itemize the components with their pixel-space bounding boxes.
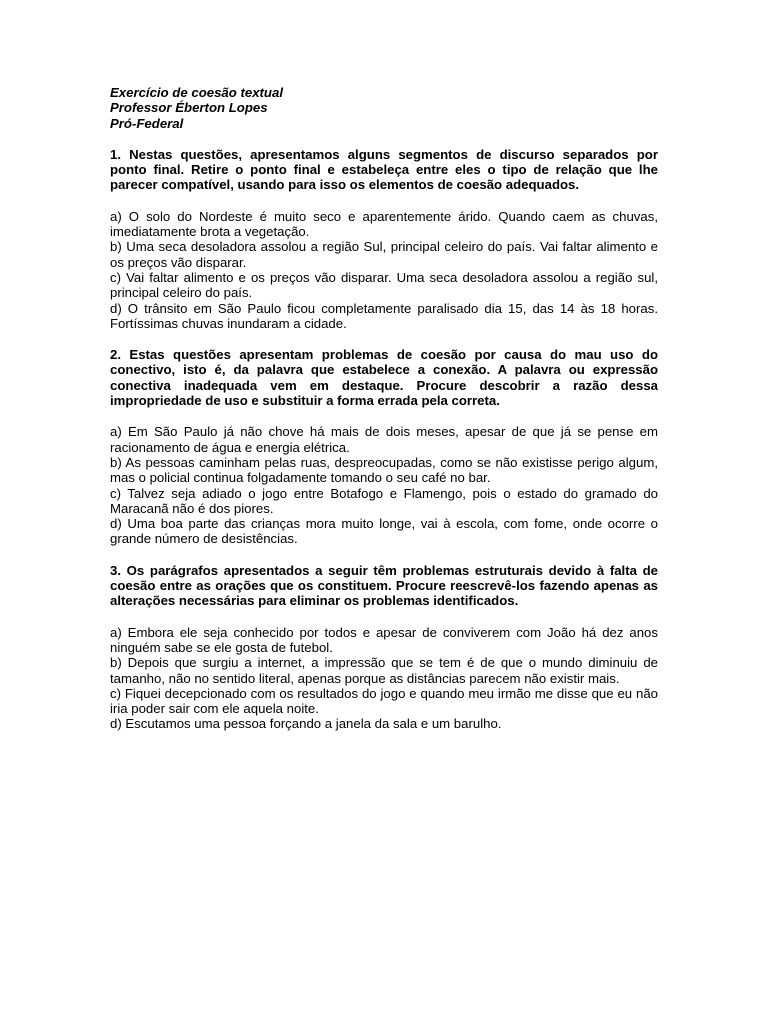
question-2-items <box>110 424 658 546</box>
section-2 <box>110 347 658 547</box>
question-3-item-d: d) Escutamos uma pessoa forçando a janela da sala e um barulho. <box>110 716 502 732</box>
question-1-item-d: d) O trânsito em São Paulo ficou completamente paralisado dia 15, das 14 às 18 horas. Fortíssimas chuvas inundaram a cidade. <box>110 300 658 331</box>
question-3-item-a: a) Embora ele seja conhecido por todos e apesar de conviverem com João há dez anos ninguém sabe se ele gosta de futebol. <box>110 624 658 655</box>
section-1 <box>110 147 658 331</box>
question-2-item-b: b) As pessoas caminham pelas ruas, despreocupadas, como se não existisse perigo algum, mas o policial continua folgadamente tomando o seu café no bar. <box>110 454 658 486</box>
question-3-item-b: b) Depois que surgiu a internet, a impressão que se tem é de que o mundo diminuiu de tamanho, não no sentido literal, apenas porque as distâncias parecem não existir mais. <box>110 655 658 686</box>
document-title: Exercício de coesão textual <box>110 85 283 100</box>
question-2-item-a: a) Em São Paulo já não chove há mais de dois meses, apesar de que já se pense em racionamento de água e energia elétrica. <box>110 424 658 455</box>
question-2-item-c: c) Talvez seja adiado o jogo entre Botafogo e Flamengo, pois o estado do gramado do Maracanã não é dos piores. <box>110 485 658 516</box>
question-1: 1. Nestas questões, apresentamos alguns segmentos de discurso separados por ponto final. Retire o ponto final e estabeleça entre eles o tipo de relação que lhe parecer compatível, usando para isso os elementos de coesão adequados. <box>110 146 658 193</box>
document-author: Professor Éberton Lopes <box>110 100 268 116</box>
question-3-item-c: c) Fiquei decepcionado com os resultados do jogo e quando meu irmão me disse que eu não iria poder sair com ele aquela noite. <box>110 685 658 717</box>
question-3-items <box>110 625 658 732</box>
question-1-item-c: c) Vai faltar alimento e os preços vão disparar. Uma seca desoladora assolou a região sul, principal celeiro do país. <box>110 269 658 301</box>
section-3 <box>110 563 658 732</box>
document-institution: Pró-Federal <box>110 115 184 131</box>
question-1-items <box>110 209 658 331</box>
question-1-item-b: b) Uma seca desoladora assolou a região Sul, principal celeiro do país. Vai faltar alimento e os preços vão disparar. <box>110 239 658 270</box>
question-3: 3. Os parágrafos apresentados a seguir têm problemas estruturais devido à falta de coesão entre as orações que os constituem. Procure reescrevê-los fazendo apenas as alterações necessárias para eliminar os problemas identificados. <box>110 562 658 609</box>
question-1-item-a: a) O solo do Nordeste é muito seco e aparentemente árido. Quando caem as chuvas, imediatamente brota a vegetação. <box>110 208 658 240</box>
document-page <box>110 85 658 748</box>
question-2-item-d: d) Uma boa parte das crianças mora muito longe, vai à escola, com fome, onde ocorre o grande número de desistências. <box>110 516 658 547</box>
question-2: 2. Estas questões apresentam problemas de coesão por causa do mau uso do conectivo, isto é, da palavra que estabelece a conexão. A palavra ou expressão conectiva inadequada vem em destaque. Procure descobrir a razão dessa impropriedade de uso e substituir a forma errada pela correta. <box>110 347 658 409</box>
document-header <box>110 85 658 131</box>
